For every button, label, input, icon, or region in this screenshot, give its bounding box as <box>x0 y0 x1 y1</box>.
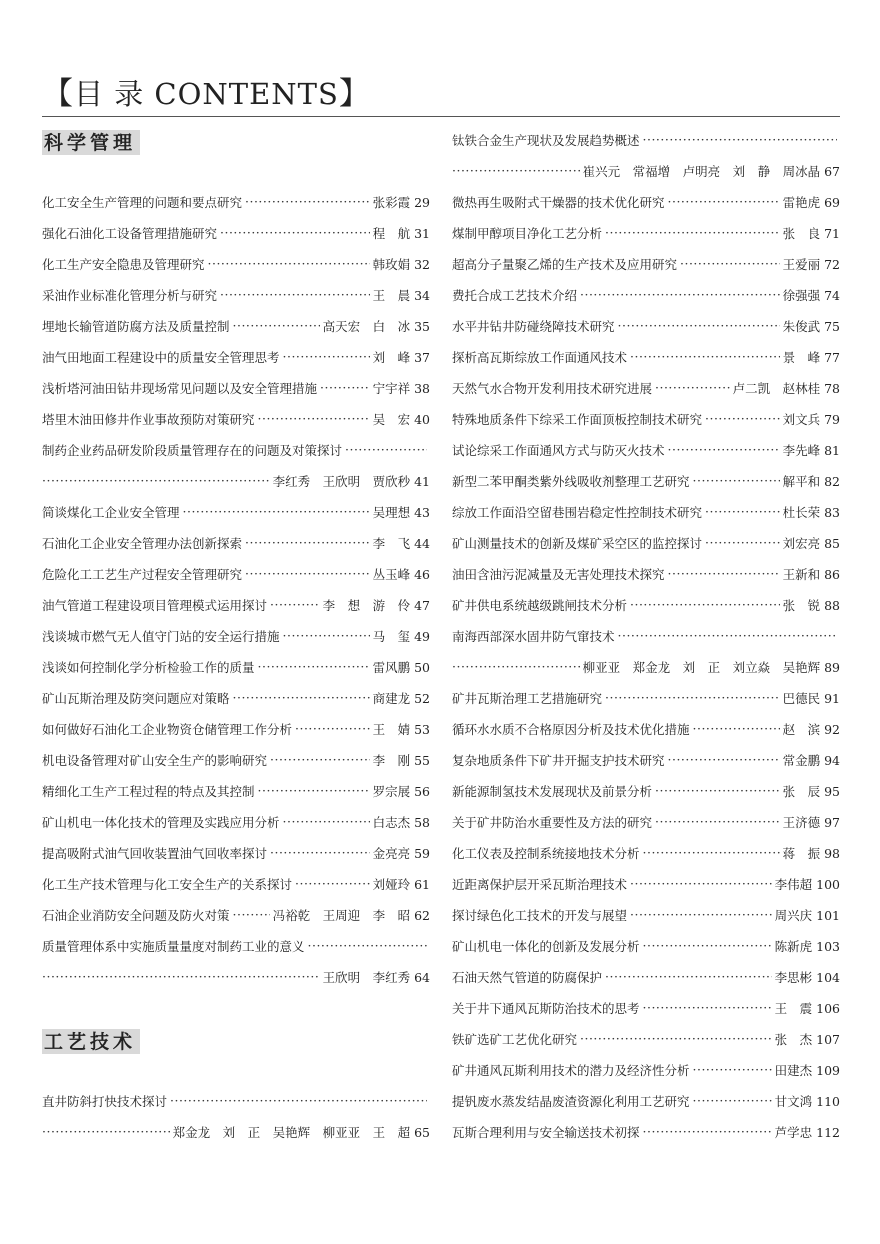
toc-entry[interactable] <box>452 713 840 744</box>
entry-authors-page: 卢二凯 赵林桂 78 <box>732 380 840 396</box>
entry-title: 新型二苯甲酮类紫外线吸收剂整理工艺研究 <box>452 473 690 489</box>
entry-title: 提钒废水蒸发结晶废渣资源化利用工艺研究 <box>452 1093 690 1109</box>
bracket-close: 】 <box>338 76 371 112</box>
entry-authors-page: 金亮亮 59 <box>372 845 430 861</box>
entry-authors-page: 罗宗展 56 <box>372 783 430 799</box>
leader-dots <box>655 380 730 395</box>
entry-title: 瓦斯合理利用与安全输送技术初探 <box>452 1124 640 1140</box>
leader-dots <box>693 1093 772 1108</box>
entry-title: 强化石油化工设备管理措施研究 <box>42 225 218 241</box>
entry-authors-page: 柳亚亚 郑金龙 刘 正 刘立焱 吴艳辉 89 <box>582 659 840 675</box>
toc-entry[interactable] <box>42 899 430 930</box>
leader-dots <box>42 473 270 488</box>
entry-title: 危险化工工艺生产过程安全管理研究 <box>42 566 243 582</box>
leader-dots <box>208 256 370 271</box>
toc-entry[interactable] <box>452 868 840 899</box>
entry-title: 油田含油污泥减量及无害处理技术探究 <box>452 566 665 582</box>
toc-entry[interactable] <box>452 589 840 620</box>
leader-dots <box>630 876 772 891</box>
toc-entry[interactable] <box>452 403 840 434</box>
entry-title: 试论综采工作面通风方式与防灭火技术 <box>452 442 665 458</box>
entry-authors-page: 张 杰 107 <box>774 1031 840 1047</box>
entry-title: 矿山瓦斯治理及防突问题应对策略 <box>42 690 230 706</box>
toc-entry[interactable] <box>42 713 430 744</box>
leader-dots <box>630 907 772 922</box>
entry-title: 矿井通风瓦斯利用技术的潜力及经济性分析 <box>452 1062 690 1078</box>
toc-entry[interactable] <box>452 155 840 186</box>
entry-title: 石油化工企业安全管理办法创新探索 <box>42 535 243 551</box>
entry-title: 超高分子量聚乙烯的生产技术及应用研究 <box>452 256 678 272</box>
toc-entry[interactable] <box>42 403 430 434</box>
entry-title: 水平井钻井防碰绕障技术研究 <box>452 318 615 334</box>
leader-dots <box>245 566 370 581</box>
entry-authors-page: 刘宏亮 85 <box>782 535 840 551</box>
entry-title: 综放工作面沿空留巷围岩稳定性控制技术研究 <box>452 504 703 520</box>
entry-authors-page: 张 锐 88 <box>782 597 840 613</box>
entry-authors-page: 李红秀 王欣明 贾欣秒 41 <box>272 473 430 489</box>
toc-entry[interactable] <box>452 682 840 713</box>
entry-authors-page: 赵 滨 92 <box>782 721 840 737</box>
leader-dots <box>270 845 370 860</box>
entry-authors-page: 周兴庆 101 <box>774 907 840 923</box>
entry-title: 化工生产技术管理与化工安全生产的关系探讨 <box>42 876 293 892</box>
entry-authors-page: 雷风鹏 50 <box>372 659 430 675</box>
leader-dots <box>283 628 370 643</box>
leader-dots <box>630 349 780 364</box>
entry-authors-page: 崔兴元 常福增 卢明亮 刘 静 周冰晶 67 <box>582 163 840 179</box>
section-heading-process-technology: 工艺技术 <box>42 1023 430 1054</box>
entry-authors-page: 常金鹏 94 <box>782 752 840 768</box>
toc-entry[interactable] <box>42 806 430 837</box>
leader-dots <box>693 721 780 736</box>
leader-dots <box>183 504 370 519</box>
entry-title: 浅析塔河油田钻井现场常见问题以及安全管理措施 <box>42 380 318 396</box>
leader-dots <box>668 194 780 209</box>
entry-authors-page: 张 辰 95 <box>782 783 840 799</box>
entry-authors-page: 宁宇祥 38 <box>372 380 430 396</box>
entry-title: 采油作业标准化管理分析与研究 <box>42 287 218 303</box>
entry-title: 精细化工生产工程过程的特点及其控制 <box>42 783 255 799</box>
leader-dots <box>245 535 370 550</box>
toc-entry[interactable] <box>42 372 430 403</box>
entry-authors-page: 王 晨 34 <box>372 287 430 303</box>
leader-dots <box>345 442 427 457</box>
toc-entry[interactable] <box>452 1054 840 1085</box>
toc-entry[interactable] <box>42 651 430 682</box>
toc-entry[interactable] <box>452 620 840 651</box>
entry-title: 关于矿井防治水重要性及方法的研究 <box>452 814 653 830</box>
entry-title: 浅谈如何控制化学分析检验工作的质量 <box>42 659 255 675</box>
entry-authors-page: 蒋 振 98 <box>782 845 840 861</box>
toc-entry[interactable] <box>42 930 430 961</box>
right-column <box>452 124 840 1147</box>
left-column <box>42 124 430 1147</box>
leader-dots <box>605 969 772 984</box>
entry-authors-page: 解平和 82 <box>782 473 840 489</box>
leader-dots <box>680 256 780 271</box>
leader-dots <box>643 845 780 860</box>
entry-authors-page: 朱俊武 75 <box>782 318 840 334</box>
entry-authors-page: 徐强强 74 <box>782 287 840 303</box>
entry-title: 质量管理体系中实施质量量度对制药工业的意义 <box>42 938 305 954</box>
entry-authors-page: 巴德民 91 <box>782 690 840 706</box>
entry-title: 油气管道工程建设项目管理模式运用探讨 <box>42 597 268 613</box>
leader-dots <box>220 287 370 302</box>
entry-title: 制药企业药品研发阶段质量管理存在的问题及对策探讨 <box>42 442 343 458</box>
entry-title: 新能源制氢技术发展现状及前景分析 <box>452 783 653 799</box>
section-heading-science-management: 科学管理 <box>42 124 430 155</box>
entry-authors-page: 马 玺 49 <box>372 628 430 644</box>
leader-dots <box>668 566 780 581</box>
leader-dots <box>618 318 780 333</box>
entry-title: 复杂地质条件下矿井开掘支护技术研究 <box>452 752 665 768</box>
entry-authors-page: 吴理想 43 <box>372 504 430 520</box>
toc-entry[interactable] <box>452 527 840 558</box>
entry-authors-page: 刘文兵 79 <box>782 411 840 427</box>
toc-entry[interactable] <box>452 341 840 372</box>
toc-entry[interactable] <box>452 248 840 279</box>
entry-title: 矿山机电一体化的创新及发展分析 <box>452 938 640 954</box>
entry-title: 如何做好石油化工企业物资仓储管理工作分析 <box>42 721 293 737</box>
toc-list-left <box>42 186 430 992</box>
entry-authors-page: 白志杰 58 <box>372 814 430 830</box>
toc-entry[interactable] <box>452 124 840 155</box>
toc-list-right <box>452 124 840 1147</box>
toc-entry[interactable] <box>42 775 430 806</box>
toc-entry[interactable] <box>42 186 430 217</box>
leader-dots <box>630 597 780 612</box>
entry-authors-page: 高天宏 白 冰 35 <box>322 318 430 334</box>
entry-title: 关于井下通风瓦斯防治技术的思考 <box>452 1000 640 1016</box>
leader-dots <box>170 1093 427 1108</box>
leader-dots <box>618 628 837 643</box>
entry-title: 铁矿选矿工艺优化研究 <box>452 1031 578 1047</box>
toc-entry[interactable] <box>42 961 430 992</box>
leader-dots <box>668 752 780 767</box>
toc-entry[interactable] <box>42 1116 430 1147</box>
entry-authors-page: 丛玉峰 46 <box>372 566 430 582</box>
entry-title: 石油天然气管道的防腐保护 <box>452 969 603 985</box>
toc-entry[interactable] <box>452 434 840 465</box>
entry-title: 微热再生吸附式干燥器的技术优化研究 <box>452 194 665 210</box>
leader-dots <box>295 721 370 736</box>
toc-entry[interactable] <box>42 868 430 899</box>
leader-dots <box>308 938 427 953</box>
leader-dots <box>452 659 580 674</box>
leader-dots <box>655 814 780 829</box>
toc-entry[interactable] <box>452 217 840 248</box>
entry-authors-page: 刘娅玲 61 <box>372 876 430 892</box>
entry-title: 煤制甲醇项目净化工艺分析 <box>452 225 603 241</box>
toc-entry[interactable] <box>42 341 430 372</box>
entry-title: 埋地长输管道防腐方法及质量控制 <box>42 318 230 334</box>
entry-authors-page: 李 飞 44 <box>372 535 430 551</box>
leader-dots <box>258 659 370 674</box>
entry-authors-page: 甘文鸿 110 <box>774 1093 840 1109</box>
leader-dots <box>605 225 780 240</box>
leader-dots <box>283 349 370 364</box>
entry-authors-page: 芦学忠 112 <box>774 1124 840 1140</box>
leader-dots <box>233 690 370 705</box>
leader-dots <box>668 442 780 457</box>
toc-entry[interactable] <box>452 310 840 341</box>
entry-authors-page: 郑金龙 刘 正 吴艳辉 柳亚亚 王 超 65 <box>172 1124 430 1140</box>
toc-entry[interactable] <box>452 465 840 496</box>
toc-entry[interactable] <box>42 589 430 620</box>
entry-title: 天然气水合物开发利用技术研究进展 <box>452 380 653 396</box>
leader-dots <box>705 504 780 519</box>
entry-title: 简谈煤化工企业安全管理 <box>42 504 180 520</box>
leader-dots <box>580 1031 772 1046</box>
toc-entry[interactable] <box>42 682 430 713</box>
entry-authors-page: 商建龙 52 <box>372 690 430 706</box>
leader-dots <box>283 814 370 829</box>
leader-dots <box>605 690 780 705</box>
header-rule <box>42 116 840 117</box>
toc-entry[interactable] <box>452 992 840 1023</box>
toc-entry[interactable] <box>42 217 430 248</box>
leader-dots <box>233 318 320 333</box>
toc-entry[interactable] <box>42 744 430 775</box>
toc-header <box>42 68 371 113</box>
entry-authors-page: 李 想 游 伶 47 <box>322 597 430 613</box>
entry-title: 近距离保护层开采瓦斯治理技术 <box>452 876 628 892</box>
bracket-open: 【 <box>42 76 74 112</box>
leader-dots <box>220 225 370 240</box>
toc-entry[interactable] <box>452 899 840 930</box>
entry-title: 费托合成工艺技术介绍 <box>452 287 578 303</box>
leader-dots <box>258 783 370 798</box>
leader-dots <box>233 907 270 922</box>
entry-title: 探讨绿色化工技术的开发与展望 <box>452 907 628 923</box>
entry-authors-page: 雷艳虎 69 <box>782 194 840 210</box>
entry-authors-page: 杜长荣 83 <box>782 504 840 520</box>
toc-entry[interactable] <box>42 837 430 868</box>
leader-dots <box>320 380 370 395</box>
entry-authors-page: 李 刚 55 <box>372 752 430 768</box>
toc-entry[interactable] <box>42 434 430 465</box>
entry-authors-page: 王欣明 李红秀 64 <box>322 969 430 985</box>
leader-dots <box>643 1000 772 1015</box>
entry-title: 提高吸附式油气回收装置油气回收率探讨 <box>42 845 268 861</box>
toc-entry[interactable] <box>42 279 430 310</box>
toc-entry[interactable] <box>452 1116 840 1147</box>
leader-dots <box>270 752 370 767</box>
entry-title: 南海西部深水固井防气窜技术 <box>452 628 615 644</box>
leader-dots <box>643 1124 772 1139</box>
entry-title: 探析高瓦斯综放工作面通风技术 <box>452 349 628 365</box>
entry-title: 特殊地质条件下综采工作面顶板控制技术研究 <box>452 411 703 427</box>
entry-title: 浅谈城市燃气无人值守门站的安全运行措施 <box>42 628 280 644</box>
toc-entry[interactable] <box>452 1023 840 1054</box>
leader-dots <box>643 132 837 147</box>
entry-title: 化工仪表及控制系统接地技术分析 <box>452 845 640 861</box>
entry-title: 化工安全生产管理的问题和要点研究 <box>42 194 243 210</box>
toc-entry[interactable] <box>452 775 840 806</box>
leader-dots <box>705 411 780 426</box>
entry-authors-page: 李先峰 81 <box>782 442 840 458</box>
entry-authors-page: 李伟超 100 <box>774 876 840 892</box>
entry-authors-page: 景 峰 77 <box>782 349 840 365</box>
leader-dots <box>245 194 370 209</box>
toc-entry[interactable] <box>452 930 840 961</box>
leader-dots <box>270 597 320 612</box>
entry-authors-page: 王新和 86 <box>782 566 840 582</box>
toc-title: 目 录 CONTENTS <box>74 77 339 111</box>
entry-authors-page: 李思彬 104 <box>774 969 840 985</box>
entry-authors-page: 冯裕乾 王周迎 李 昭 62 <box>272 907 430 923</box>
entry-title: 直井防斜打快技术探讨 <box>42 1093 168 1109</box>
leader-dots <box>655 783 780 798</box>
toc-entry[interactable] <box>452 186 840 217</box>
entry-authors-page: 吴 宏 40 <box>372 411 430 427</box>
entry-authors-page: 刘 峰 37 <box>372 349 430 365</box>
leader-dots <box>693 473 780 488</box>
toc-entry[interactable] <box>42 558 430 589</box>
entry-title: 化工生产安全隐患及管理研究 <box>42 256 205 272</box>
entry-authors-page: 田建杰 109 <box>774 1062 840 1078</box>
toc-entry[interactable] <box>452 961 840 992</box>
toc-entry[interactable] <box>42 527 430 558</box>
toc-entry[interactable] <box>452 279 840 310</box>
toc-entry[interactable] <box>42 310 430 341</box>
entry-authors-page: 程 航 31 <box>372 225 430 241</box>
leader-dots <box>693 1062 772 1077</box>
toc-entry[interactable] <box>42 620 430 651</box>
toc-entry[interactable] <box>452 372 840 403</box>
leader-dots <box>705 535 780 550</box>
entry-title: 矿井供电系统越级跳闸技术分析 <box>452 597 628 613</box>
toc-entry[interactable] <box>42 465 430 496</box>
leader-dots <box>42 1124 170 1139</box>
entry-authors-page: 王爱丽 72 <box>782 256 840 272</box>
entry-title: 矿山机电一体化技术的管理及实践应用分析 <box>42 814 280 830</box>
leader-dots <box>452 163 580 178</box>
leader-dots <box>258 411 370 426</box>
leader-dots <box>295 876 370 891</box>
toc-entry[interactable] <box>452 1085 840 1116</box>
toc-list-left-2 <box>42 1085 430 1147</box>
leader-dots <box>580 287 780 302</box>
toc-entry[interactable] <box>42 248 430 279</box>
entry-title: 塔里木油田修井作业事故预防对策研究 <box>42 411 255 427</box>
toc-entry[interactable] <box>452 651 840 682</box>
toc-entry[interactable] <box>452 496 840 527</box>
toc-entry[interactable] <box>452 837 840 868</box>
toc-entry[interactable] <box>452 744 840 775</box>
entry-authors-page: 王济德 97 <box>782 814 840 830</box>
toc-entry[interactable] <box>42 1085 430 1116</box>
entry-title: 油气田地面工程建设中的质量安全管理思考 <box>42 349 280 365</box>
entry-authors-page: 王 婧 53 <box>372 721 430 737</box>
entry-title: 循环水水质不合格原因分析及技术优化措施 <box>452 721 690 737</box>
toc-entry[interactable] <box>452 806 840 837</box>
entry-authors-page: 韩玫娟 32 <box>372 256 430 272</box>
toc-entry[interactable] <box>452 558 840 589</box>
toc-entry[interactable] <box>42 496 430 527</box>
entry-title: 石油企业消防安全问题及防火对策 <box>42 907 230 923</box>
entry-title: 矿井瓦斯治理工艺措施研究 <box>452 690 603 706</box>
entry-authors-page: 王 震 106 <box>774 1000 840 1016</box>
entry-authors-page: 张 良 71 <box>782 225 840 241</box>
leader-dots <box>42 969 320 984</box>
entry-title: 机电设备管理对矿山安全生产的影响研究 <box>42 752 268 768</box>
entry-authors-page: 陈新虎 103 <box>774 938 840 954</box>
entry-title: 钛铁合金生产现状及发展趋势概述 <box>452 132 640 148</box>
entry-title: 矿山测量技术的创新及煤矿采空区的监控探讨 <box>452 535 703 551</box>
entry-authors-page: 张彩霞 29 <box>372 194 430 210</box>
leader-dots <box>643 938 772 953</box>
